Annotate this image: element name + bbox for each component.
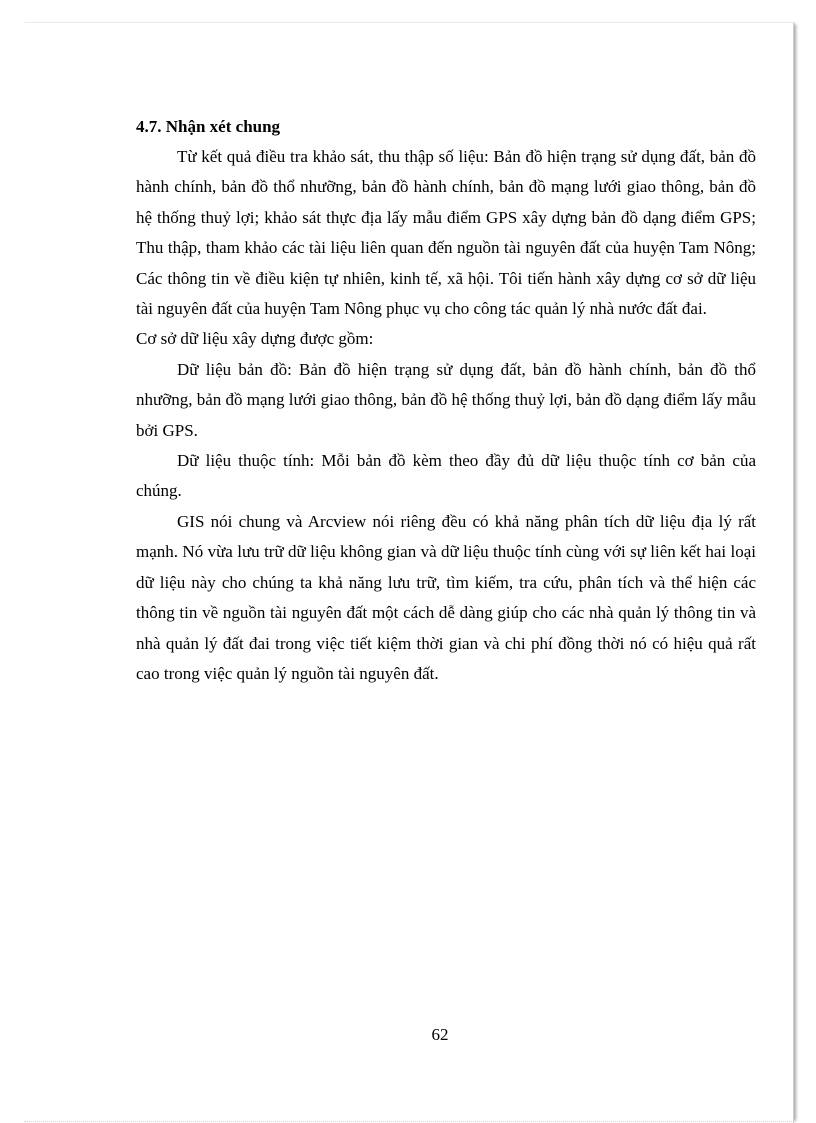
paragraph-survey-results: Từ kết quả điều tra khảo sát, thu thập số liệu: Bản đồ hiện trạng sử dụng đất, bản đồ hành chính, bản đồ thổ nhưỡng, bản đồ hành chính, bản đồ mạng lưới giao thông, bản đồ hệ thống thuỷ lợi; khảo sát thực địa lấy mẫu điểm GPS xây dựng bản đồ dạng điểm GPS; Thu thập, tham khảo các tài liệu liên quan đến nguồn tài nguyên đất của huyện Tam Nông; Các thông tin về điều kiện tự nhiên, kinh tế, xã hội. Tôi tiến hành xây dựng cơ sở dữ liệu tài nguyên đất của huyện Tam Nông phục vụ cho công tác quản lý nhà nước đất đai.: [136, 147, 756, 319]
paragraph-database-intro: Cơ sở dữ liệu xây dựng được gồm:: [136, 329, 374, 349]
paragraph-map-data: Dữ liệu bản đồ: Bản đồ hiện trạng sử dụng đất, bản đồ hành chính, bản đồ thổ nhưỡng, bản đồ mạng lưới giao thông, bản đồ hệ thống thuỷ lợi, bản đồ dạng điểm lấy mẫu bởi GPS.: [136, 359, 757, 440]
paragraph-gis-arcview: GIS nói chung và Arcview nói riêng đều có khả năng phân tích dữ liệu địa lý rất mạnh. Nó vừa lưu trữ dữ liệu không gian và dữ liệu thuộc tính cùng với sự liên kết hai loại dữ liệu này cho chúng ta khả năng lưu trữ, tìm kiếm, tra cứu, phân tích và thể hiện các thông tin về nguồn tài nguyên đất một cách dễ dàng giúp cho các nhà quản lý thông tin và nhà quản lý đất đai trong việc tiết kiệm thời gian và chi phí đồng thời nó có hiệu quả rất cao trong việc quản lý nguồn tài nguyên đất.: [136, 511, 756, 683]
page-bottom-divider: [24, 1121, 794, 1122]
paragraph-attribute-data: Dữ liệu thuộc tính: Mỗi bản đồ kèm theo đầy đủ dữ liệu thuộc tính cơ bản của chúng.: [136, 451, 756, 501]
section-heading: 4.7. Nhận xét chung: [136, 117, 281, 136]
document-body: [136, 112, 756, 689]
page-number: 62: [431, 1025, 449, 1044]
